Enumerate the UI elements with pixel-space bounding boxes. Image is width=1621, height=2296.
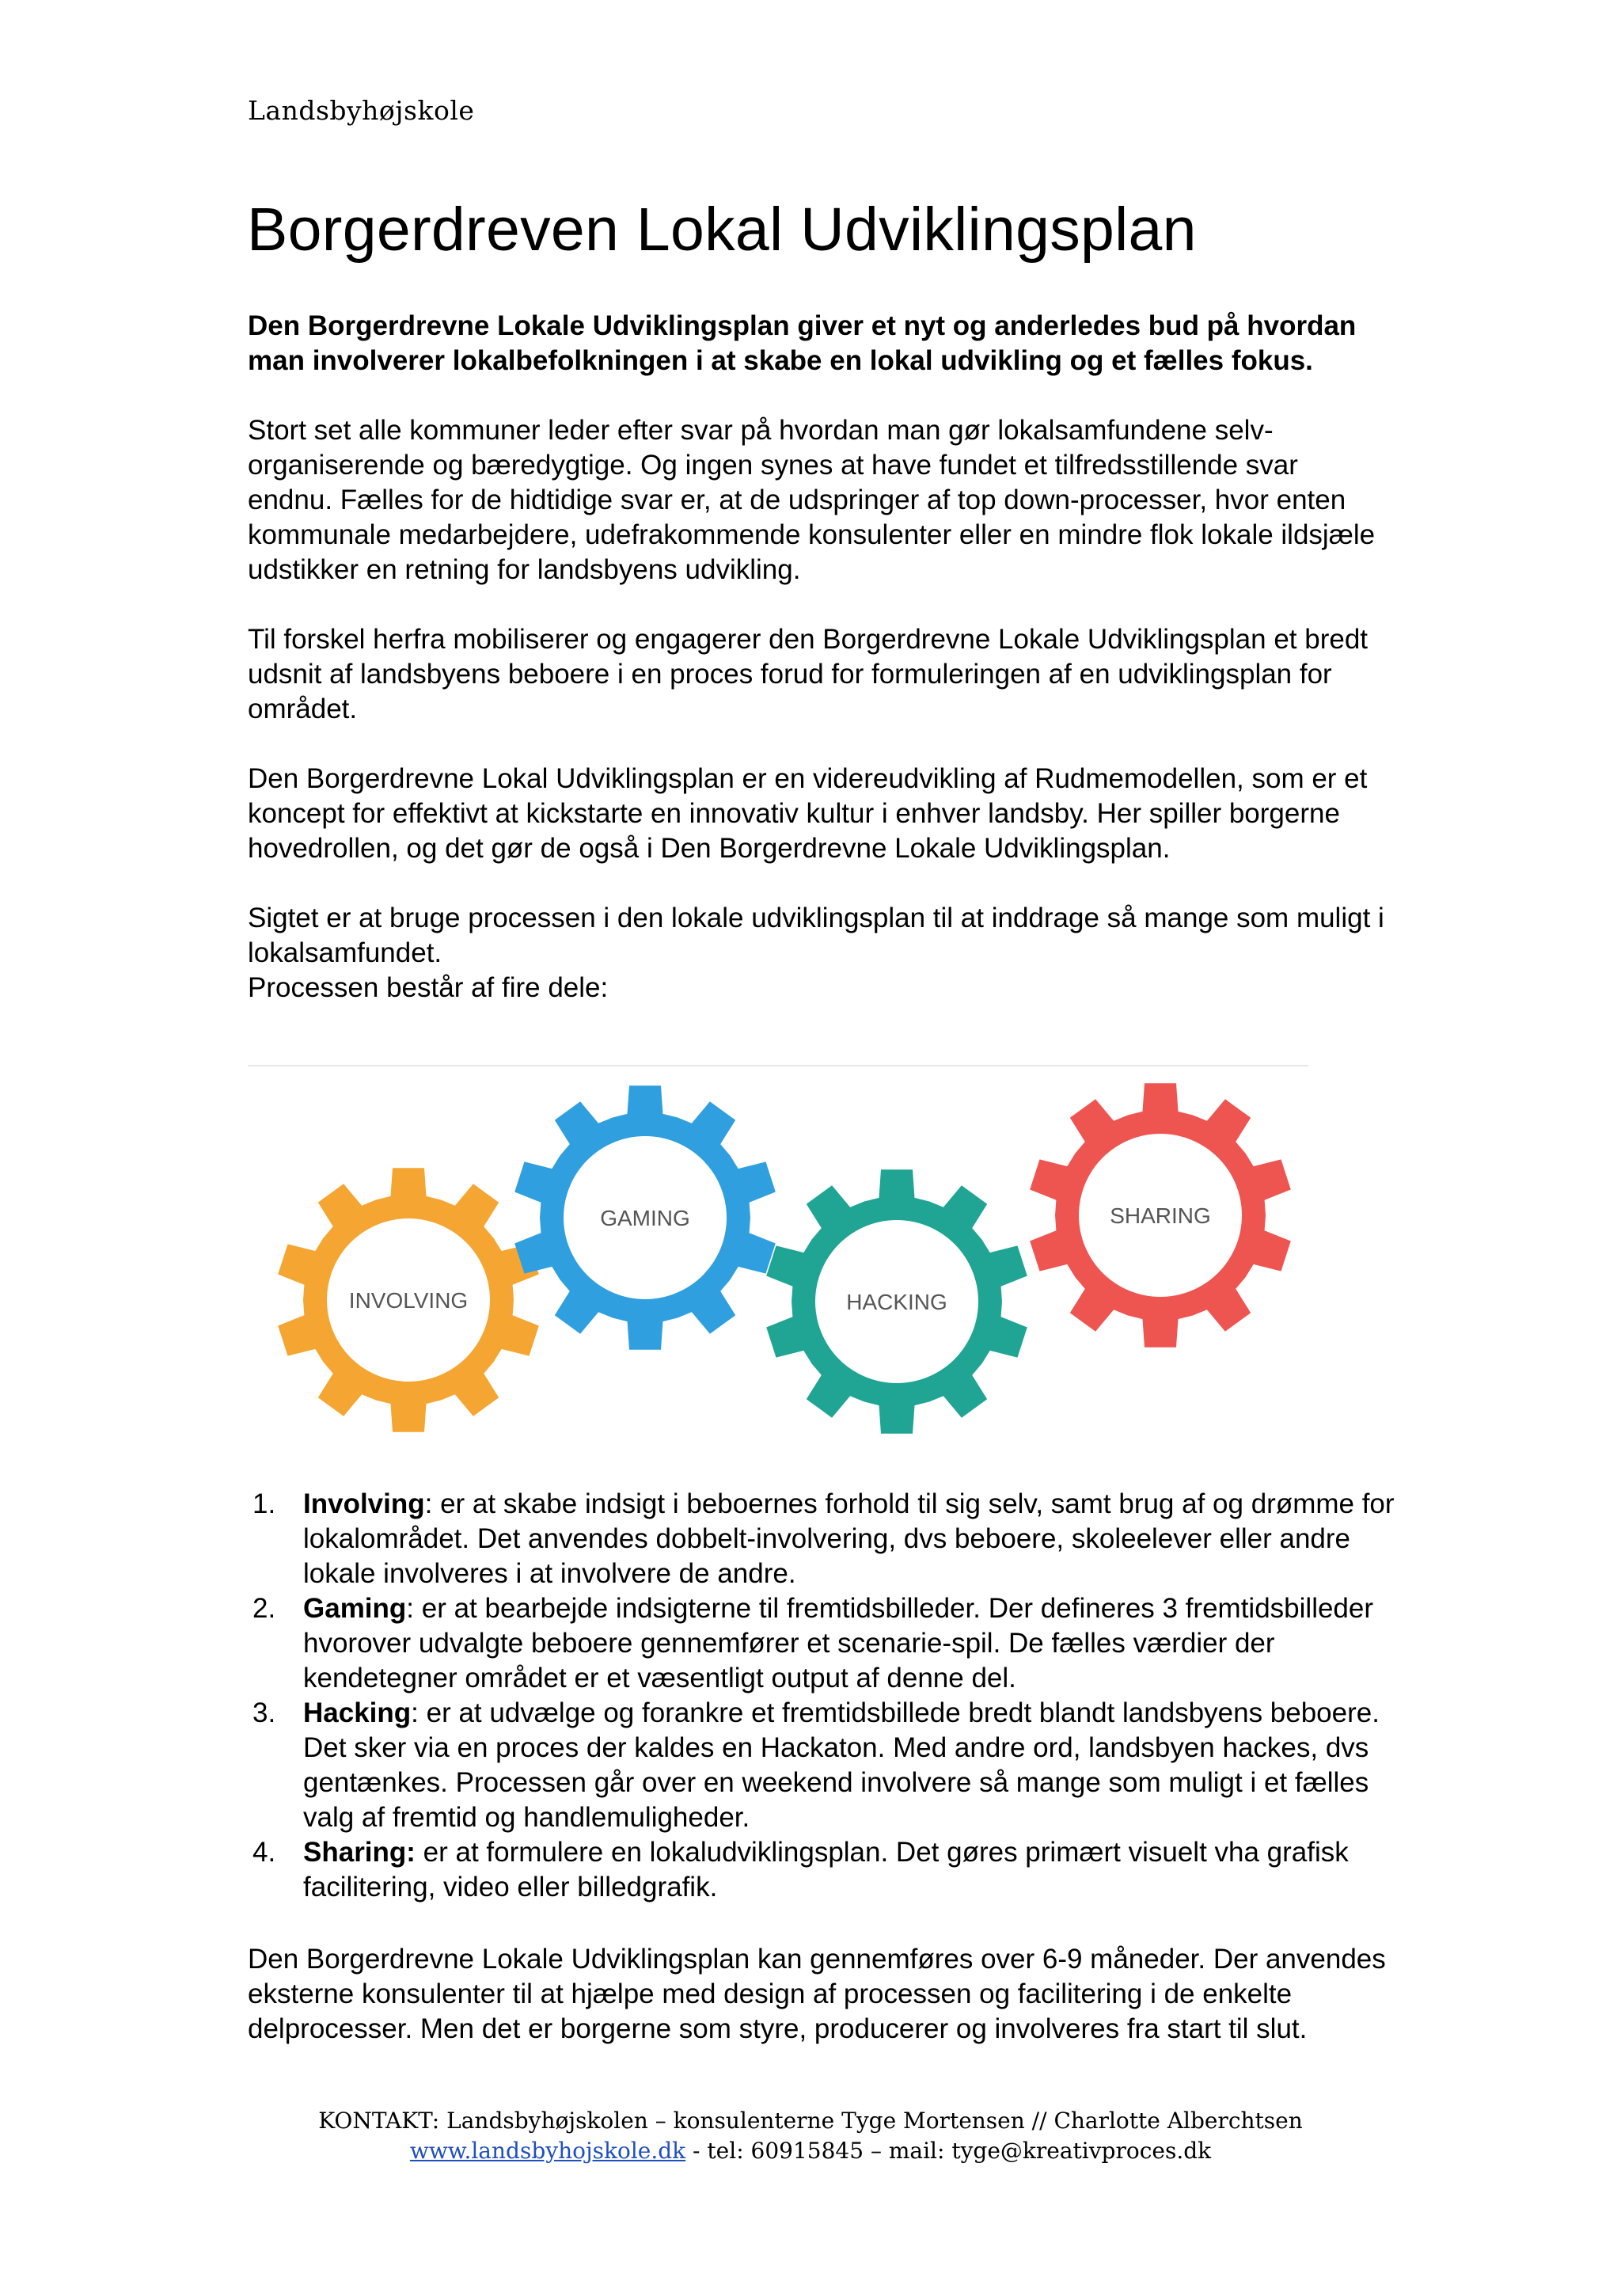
list-item-term: Involving (303, 1488, 425, 1519)
closing-paragraph: Den Borgerdrevne Lokale Udviklingsplan kan gennemføres over 6-9 måneder. Der anvendes eksterne konsulenter til at hjælpe med design af processen og facilitering i de enkelte delprocesser. Men det er borgerne som styre, producerer og involveres fra start til slut. (248, 1944, 1386, 2044)
list-item-term: Gaming (303, 1593, 407, 1624)
body-paragraph-1: Stort set alle kommuner leder efter svar på hvordan man gør lokalsamfundene selv-organiserende og bæredygtige. Og ingen synes at have fundet et tilfredsstillende svar endnu. Fælles for de hidtidige svar er, at de udspringer af top down-processer, hvor enten kommunale medarbejdere, udefrakommende konsulenter eller en mindre flok lokale ildsjæle udstikker en retning for landsbyens udvikling. (248, 415, 1376, 585)
list-item (248, 1591, 1395, 1696)
list-item-number: 2. (252, 1593, 276, 1624)
process-intro: Processen består af fire dele: (248, 972, 609, 1003)
gear-involving (278, 1168, 539, 1432)
footer-details-line (0, 2136, 1621, 2166)
gear-sharing-label: SHARING (1110, 1203, 1211, 1228)
header-org-name: Landsbyhøjskole (248, 95, 475, 126)
process-steps-list (248, 1487, 1395, 1905)
document-body (248, 309, 1388, 1005)
body-paragraph-4: Sigtet er at bruge processen i den lokale udviklingsplan til at inddrage så mange som muligt i lokalsamfundet. (248, 903, 1384, 968)
gear-involving-label: INVOLVING (348, 1288, 469, 1313)
footer-contact: KONTAKT: Landsbyhøjskolen – konsulenterne Tyge Mortensen // Charlotte Alberchtsen (318, 2108, 1303, 2134)
gear-gaming (514, 1085, 776, 1350)
gear-sharing (1030, 1083, 1291, 1348)
gears-svg (248, 1065, 1308, 1484)
lead-paragraph: Den Borgerdrevne Lokale Udviklingsplan giver et nyt og anderledes bud på hvordan man involverer lokalbefolkningen i at skabe en lokal udvikling og et fælles fokus. (248, 310, 1357, 376)
body-paragraph-3: Den Borgerdrevne Lokal Udviklingsplan er en videreudvikling af Rudmemodellen, som er et koncept for effektivt at kickstarte en innovativ kultur i enhver landsby. Her spiller borgerne hovedrollen, og det gør de også i Den Borgerdrevne Lokale Udviklingsplan. (248, 763, 1368, 864)
list-item-text: : er at udvælge og forankre et fremtidsbillede bredt blandt landsbyens beboere. Det sker via en proces der kaldes en Hackaton. Med andre ord, landsbyen hackes, dvs gentænkes. Processen går over en weekend involvere så mange som muligt i et fælles valg af fremtid og handlemuligheder. (303, 1697, 1380, 1833)
gear-hacking-label: HACKING (846, 1290, 947, 1314)
list-item-text: er at formulere en lokaludviklingsplan. Det gøres primært visuelt vha grafisk facilitering, video eller billedgrafik. (303, 1837, 1349, 1903)
list-item-term: Sharing: (303, 1837, 416, 1868)
footer (0, 2106, 1621, 2166)
document-title: Borgerdreven Lokal Udviklingsplan (247, 196, 1197, 264)
list-item-text: : er at bearbejde indsigterne til fremtidsbilleder. Der defineres 3 fremtidsbilleder hvorover udvalgte beboere gennemfører et scenarie-spil. De fælles værdier der kendetegner området er et væsentligt output af denne del. (303, 1593, 1374, 1693)
list-item (248, 1487, 1395, 1591)
list-item-number: 4. (252, 1837, 276, 1868)
process-gears-illustration (248, 1065, 1308, 1484)
body-paragraph-2: Til forskel herfra mobiliserer og engagerer den Borgerdrevne Lokale Udviklingsplan et bredt udsnit af landsbyens beboere i en proces forud for formuleringen af en udviklingsplan for området. (248, 624, 1369, 724)
website-link[interactable]: www.landsbyhojskole.dk (409, 2138, 686, 2164)
list-item-number: 3. (252, 1697, 276, 1728)
list-item-number: 1. (252, 1488, 276, 1519)
gear-gaming-label: GAMING (600, 1206, 690, 1230)
list-item-term: Hacking (303, 1697, 412, 1728)
gear-hacking (766, 1169, 1027, 1434)
list-item (248, 1696, 1395, 1835)
list-item (248, 1835, 1395, 1905)
list-item-text: : er at skabe indsigt i beboernes forhold til sig selv, samt brug af og drømme for lokalområdet. Det anvendes dobbelt-involvering, dvs beboere, skoleelever eller andre lokale involveres i at involvere de andre. (303, 1488, 1395, 1589)
footer-phone-mail: - tel: 60915845 – mail: tyge@kreativproces.dk (685, 2138, 1212, 2164)
